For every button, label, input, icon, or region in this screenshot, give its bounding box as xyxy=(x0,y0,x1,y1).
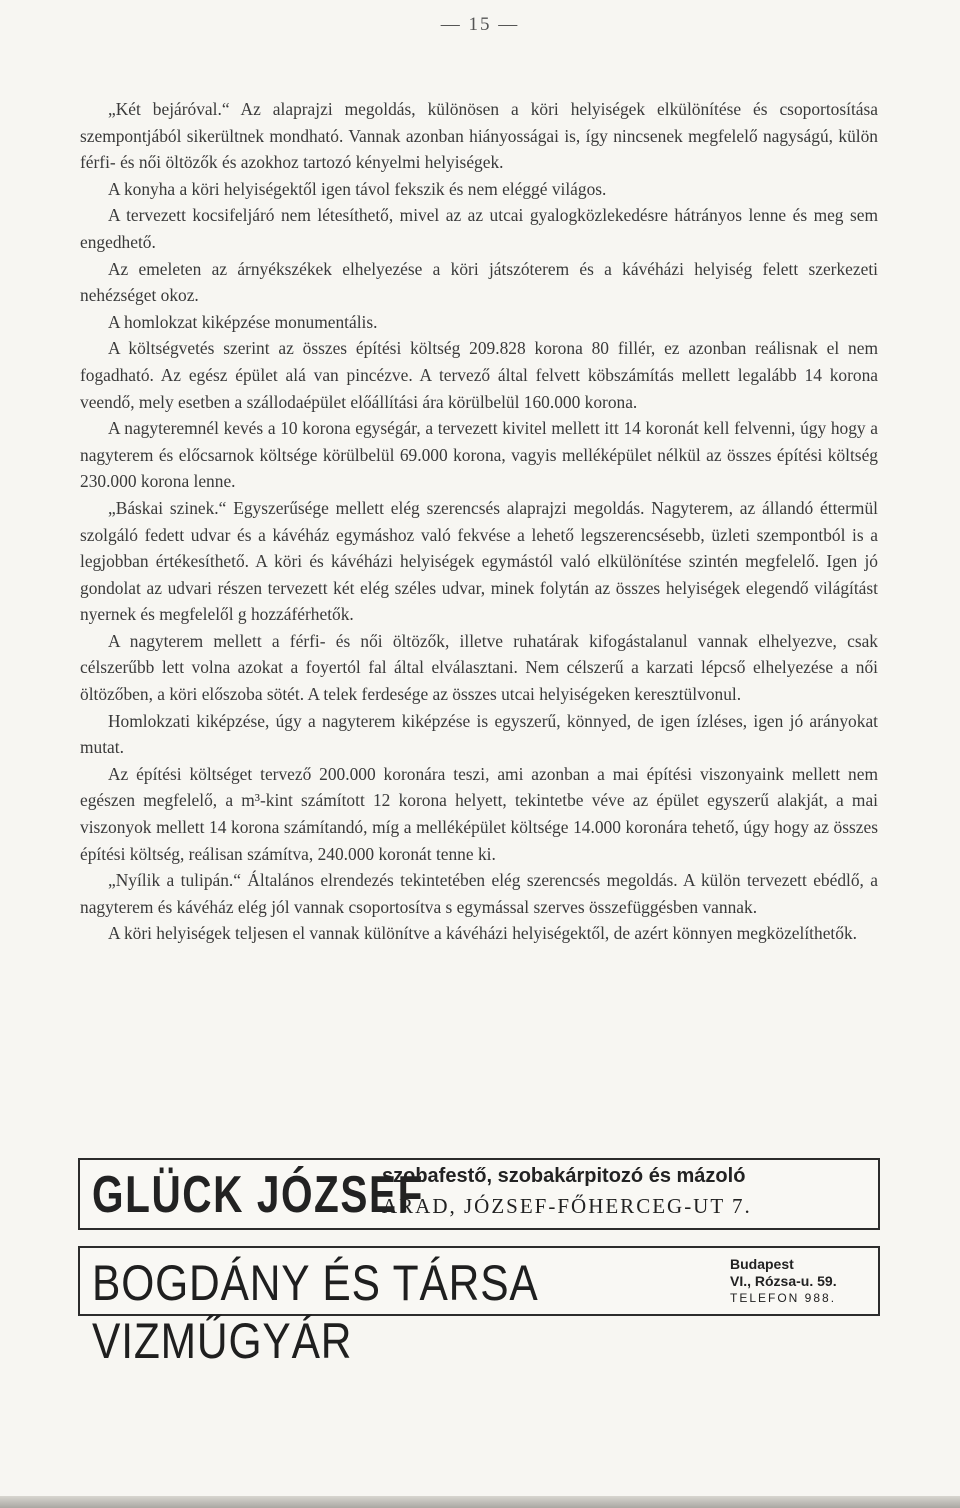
paragraph: Homlokzati kiképzése, úgy a nagyterem kiképzése is egyszerű, könnyed, de igen ízléses, igen jó arányokat mutat. xyxy=(80,710,878,758)
advertiser-contact xyxy=(730,1256,860,1306)
advertiser-name: GLÜCK JÓZSEF xyxy=(92,1166,424,1224)
page-number: — 15 — xyxy=(440,14,520,35)
advertiser-name: BOGDÁNY ÉS TÁRSA VIZMŰGYÁR xyxy=(92,1255,537,1369)
paragraph: Az építési költséget tervező 200.000 koronára teszi, ami azonban a mai építési viszonyaink mellett nem egészen megfelelő, a m³-kint számított 12 korona helyett, tekintetbe véve az épület egyszerű alakját, a mai viszonyok mellett 14 korona számítandó, míg a melléképület költsége 14.000 koronára tehető, úgy hogy az összes építési költség, reálisan számítva, 240.000 koronát tenne ki. xyxy=(80,763,878,864)
paragraph: „Két bejáróval.“ Az alaprajzi megoldás, különösen a köri helyiségek elkülönítése és csoportosítása szempontjából sikerültnek mondható. Vannak azonban hiányosságai is, így nincsenek megfelelő nagyságú, külön férfi- és női öltözők és azokhoz tartozó kényelmi helyiségek. xyxy=(80,99,878,173)
paragraph: A homlokzat kiképzése monumentális. xyxy=(108,311,378,332)
article-body xyxy=(80,96,878,947)
paragraph: A költségvetés szerint az összes építési költség 209.828 korona 80 fillér, ez azonban reálisnak el nem fogadható. Az egész épület alá van pincézve. A tervező által felvett köbszámítás mellett legalább 14 korona veendő, mely esetben a szállodaépület előállítási ára körülbelül 160.000 korona. xyxy=(80,338,878,412)
paragraph: A nagyterem mellett a férfi- és női öltözők, illetve ruhatárak kifogástalanul vannak elhelyezve, csak célszerűbb lett volna azokat a foyertól fal által elválasztani. Nem célszerű a karzati lépcső elhelyezése a női öltözőben, a köri előszoba sötét. A telek ferdesége az összes utcai helyiségeken keresztülvonul. xyxy=(80,630,878,705)
advertiser-street: VI., Rózsa-u. 59. xyxy=(730,1273,837,1289)
paragraph: „Báskai szinek.“ Egyszerűsége mellett elég szerencsés alaprajzi megoldás. Nagyterem, az állandó éttermül szolgáló fedett udvar és a kávéház egymáshoz való fekvése a lehető legszerencsésebb, üzleti szempontból is a legjobban értékesíthető. A köri és kávéházi helyiségek egymástól való elkülönítése szintén megfelelő. Igen jó gondolat az udvari részen tervezett két elég széles udvar, minek folytán az összes helyiségek elegendő világítást nyernek és megfelelől g hozzáférhetők. xyxy=(80,497,878,625)
paragraph: Az emeleten az árnyékszékek elhelyezése a köri játszóterem és a kávéházi helyiség felett szerkezeti nehézséget okoz. xyxy=(80,258,878,306)
paragraph: „Nyílik a tulipán.“ Általános elrendezés tekintetében elég szerencsés megoldás. A külön tervezett ebédlő, a nagyterem és kávéház elég jól vannak csoportosítva s egymással szerves összefüggésben vannak. xyxy=(80,870,878,917)
advertisement-bogdany xyxy=(78,1246,880,1369)
paragraph: A nagyteremnél kevés a 10 korona egységár, a tervezett kivitel mellett itt 14 koronát kell felvenni, úgy hogy a nagyterem és előcsarnok költsége körülbelül 69.000 korona, vagyis melléképület nélkül az összes építési költség 230.000 korona lenne. xyxy=(80,418,878,492)
advertiser-address: ARAD, JÓZSEF-FŐHERCEG-UT 7. xyxy=(382,1194,752,1218)
scan-edge xyxy=(0,1496,960,1508)
paragraph: A tervezett kocsifeljáró nem létesíthető, mivel az az utcai gyalogközlekedésre hátrányos lenne és meg sem engedhető. xyxy=(80,205,878,252)
advertiser-trade: szobafestő, szobakárpitozó és mázoló xyxy=(382,1165,746,1187)
advertiser-phone: TELEFON 988. xyxy=(730,1291,837,1305)
paragraph: A konyha a köri helyiségektől igen távol fekszik és nem eléggé világos. xyxy=(108,178,607,199)
paragraph: A köri helyiségek teljesen el vannak különítve a kávéházi helyiségektől, de azért könnyen megközelíthetők. xyxy=(108,923,857,944)
advertiser-city: Budapest xyxy=(730,1256,794,1272)
advertisement-gluck xyxy=(78,1158,880,1230)
